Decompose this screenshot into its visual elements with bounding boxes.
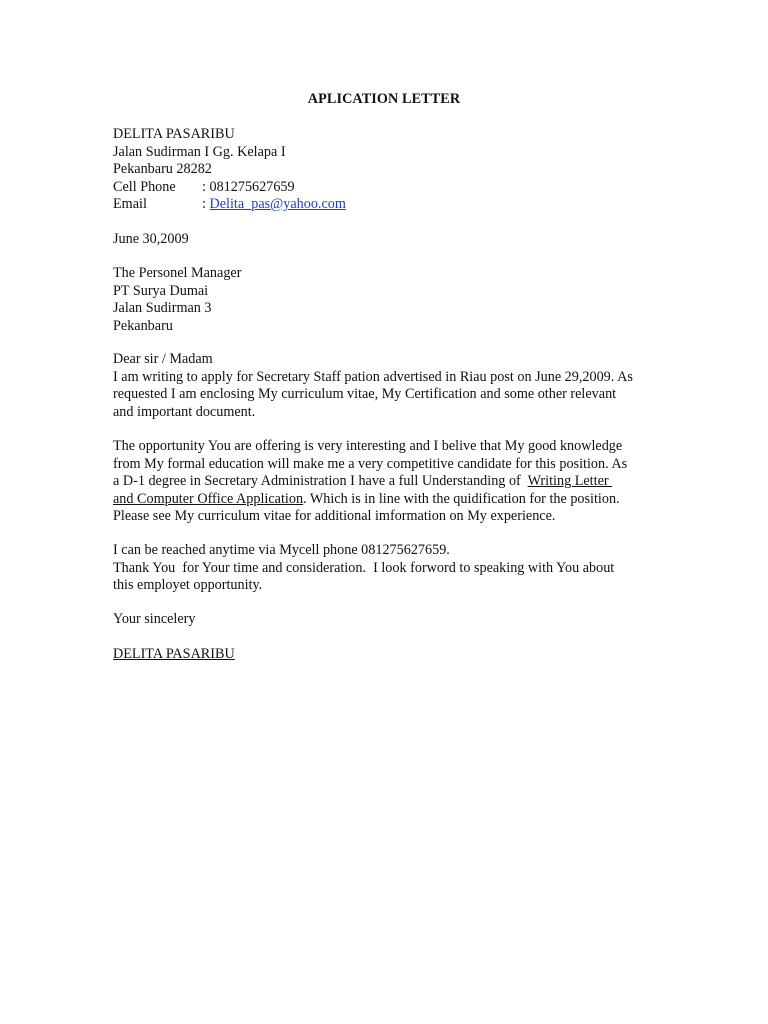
sender-cell-row [113,179,673,197]
sender-block [113,126,673,214]
paragraph2-line5: Please see My curriculum vitae for additional imformation on My experience. [113,508,556,524]
closing-block [113,611,673,629]
salutation: Dear sir / Madam [113,351,213,367]
recipient-line1: The Personel Manager [113,265,242,281]
recipient-line3: Jalan Sudirman 3 [113,300,212,316]
paragraph1-line3: and important document. [113,403,256,420]
date-block [113,231,673,249]
paragraph2-line4-text: . Which is in line with the quidification for the position. [303,490,620,507]
paragraph-3-block [113,542,673,595]
signature-block [113,646,673,664]
recipient-line2: PT Surya Dumai [113,282,209,299]
paragraph2-line2: from My formal education will make me a very competitive candidate for this position. As [113,455,628,472]
paragraph3-line1: I can be reached anytime via Mycell phone 081275627659. [113,542,450,558]
signature-name: DELITA PASARIBU [113,646,235,662]
email-colon: : [202,196,210,212]
paragraph3-line3: this employet opportunity. [113,577,263,593]
paragraph1-line1: I am writing to apply for Secretary Staff pation advertised in Riau post on June 29,2009. As [113,368,633,385]
sender-email-row [113,196,673,214]
recipient-line4: Pekanbaru [113,317,173,334]
paragraph2-line4 [113,491,673,509]
page-title: APLICATION LETTER [307,91,461,107]
underlined-skill-1: Writing Letter [527,473,613,489]
underlined-skill-2: and Computer Office Application [113,490,304,507]
closing: Your sincelery [113,611,196,627]
paragraph-2-block [113,438,673,526]
email-label: Email [113,196,147,212]
paragraph-1-block [113,351,673,421]
sender-name: DELITA PASARIBU [113,126,235,142]
recipient-block [113,265,673,335]
sender-address-line1: Jalan Sudirman I Gg. Kelapa I [113,143,286,160]
letter-date: June 30,2009 [113,231,189,247]
cell-label: Cell Phone [113,178,176,195]
cell-value: : 081275627659 [202,178,295,195]
paragraph2-line3-text: a D-1 degree in Secretary Administration I have a full Understanding of [113,473,528,489]
paragraph2-line3 [113,473,673,491]
sender-address-line2: Pekanbaru 28282 [113,161,212,177]
paragraph3-line2: Thank You for Your time and consideration. I look forword to speaking with You about [113,559,615,576]
email-link[interactable]: Delita_pas@yahoo.com [209,196,346,212]
paragraph1-line2: requested I am enclosing My curriculum vitae, My Certification and some other relevant [113,386,617,402]
paragraph2-line1: The opportunity You are offering is very interesting and I belive that My good knowledge [113,438,623,454]
